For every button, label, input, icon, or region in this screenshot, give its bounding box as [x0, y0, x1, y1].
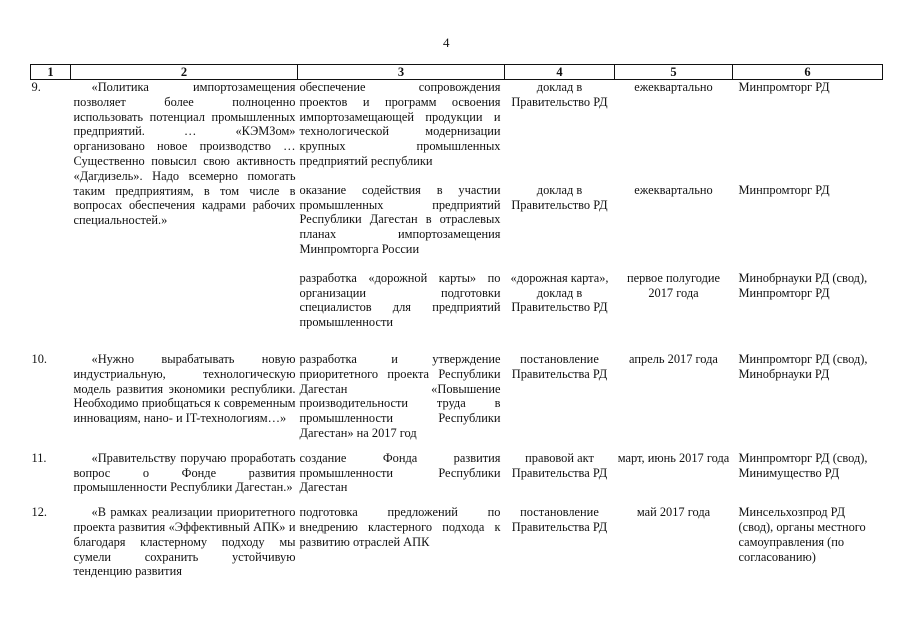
- action-plan-table: [30, 64, 883, 579]
- page-number: 4: [443, 35, 450, 50]
- row-number: 12.: [31, 505, 47, 520]
- responsible: Минпромторг РД (свод), Минимущество РД: [738, 450, 868, 480]
- deadline: апрель 2017 года: [629, 351, 718, 366]
- responsible: Минпромторг РД: [738, 80, 830, 94]
- row-spacer: [31, 495, 883, 505]
- row-spacer: [31, 441, 883, 451]
- report-form: правовой акт Правительства РД: [511, 450, 608, 480]
- action-text: разработка и утверждение приоритетного проекта Республики Дагестан «Повышение производительности труда в промышленности Республики Дагестан» на 2017 год: [299, 351, 501, 440]
- address-quote: «Политика импортозамещения позволяет более полноценно использовать потенциал промышленных предприятий. … «КЭМЗом» организовано новое производство … Существенно повысил свою активность «Дагдизель». Надо всемерно помогать таким предприятиям, в том числе в вопросах обеспечения кадрами рабочих специальностей.»: [73, 80, 296, 228]
- responsible: Минпромторг РД: [738, 182, 830, 197]
- action-text: создание Фонда развития промышленности Республики Дагестан: [299, 450, 501, 495]
- column-header-5: 5: [615, 65, 733, 80]
- column-header-1: 1: [31, 65, 71, 80]
- report-form: доклад в Правительство РД: [511, 80, 608, 109]
- row-number: 9.: [31, 80, 41, 94]
- column-header-3: 3: [298, 65, 505, 80]
- report-form: доклад в Правительство РД: [511, 182, 608, 212]
- action-text: оказание содействия в участии промышленных предприятий Республики Дагестан в отраслевых планах импортозамещения Минпромторга России: [299, 182, 501, 256]
- row-number: 11.: [31, 450, 47, 465]
- table-row: [31, 451, 883, 495]
- action-text: подготовка предложений по внедрению кластерного подхода к развитию отраслей АПК: [299, 505, 501, 549]
- address-quote: «Нужно вырабатывать новую индустриальную, технологическую модель развития экономики республики. Необходимо приобщаться к современным инновациям, нано- и IT-технологиям…»: [73, 351, 296, 426]
- deadline: ежеквартально: [634, 182, 713, 197]
- address-quote: «В рамках реализации приоритетного проекта развития «Эффективный АПК» и благодаря кластерному подходу мы сумели сохранить устойчивую тенденцию развития: [73, 505, 296, 579]
- report-form: постановление Правительства РД: [511, 505, 608, 534]
- report-form: «дорожная карта», доклад в Правительство РД: [510, 270, 609, 315]
- report-form: постановление Правительства РД: [511, 351, 608, 381]
- column-number-header-row: [31, 65, 883, 80]
- responsible: Минобрнауки РД (свод), Минпромторг РД: [738, 270, 868, 300]
- row-number: 10.: [31, 351, 47, 366]
- action-text: обеспечение сопровождения проектов и программ освоения импортозамещающей продукции и технологической модернизации крупных промышленных предприятий республики: [299, 80, 501, 168]
- deadline: ежеквартально: [634, 80, 713, 94]
- deadline: март, июнь 2017 года: [617, 450, 730, 465]
- action-text: разработка «дорожной карты» по организации подготовки специалистов для предприятий промышленности: [299, 270, 501, 330]
- responsible: Минпромторг РД (свод), Минобрнауки РД: [738, 351, 868, 381]
- column-header-6: 6: [733, 65, 883, 80]
- table-row: [31, 80, 883, 169]
- table-row: [31, 505, 883, 579]
- address-quote: «Правительству поручаю проработать вопрос о Фонде развития промышленности Республики Дагестан.»: [73, 450, 296, 495]
- responsible: Минсельхозпрод РД (свод), органы местного самоуправления (по согласованию): [738, 505, 866, 564]
- deadline: май 2017 года: [636, 505, 711, 520]
- table-row: [31, 352, 883, 441]
- row-spacer: [31, 330, 883, 352]
- column-header-2: 2: [71, 65, 298, 80]
- deadline: первое полугодие 2017 года: [626, 270, 721, 300]
- column-header-4: 4: [505, 65, 615, 80]
